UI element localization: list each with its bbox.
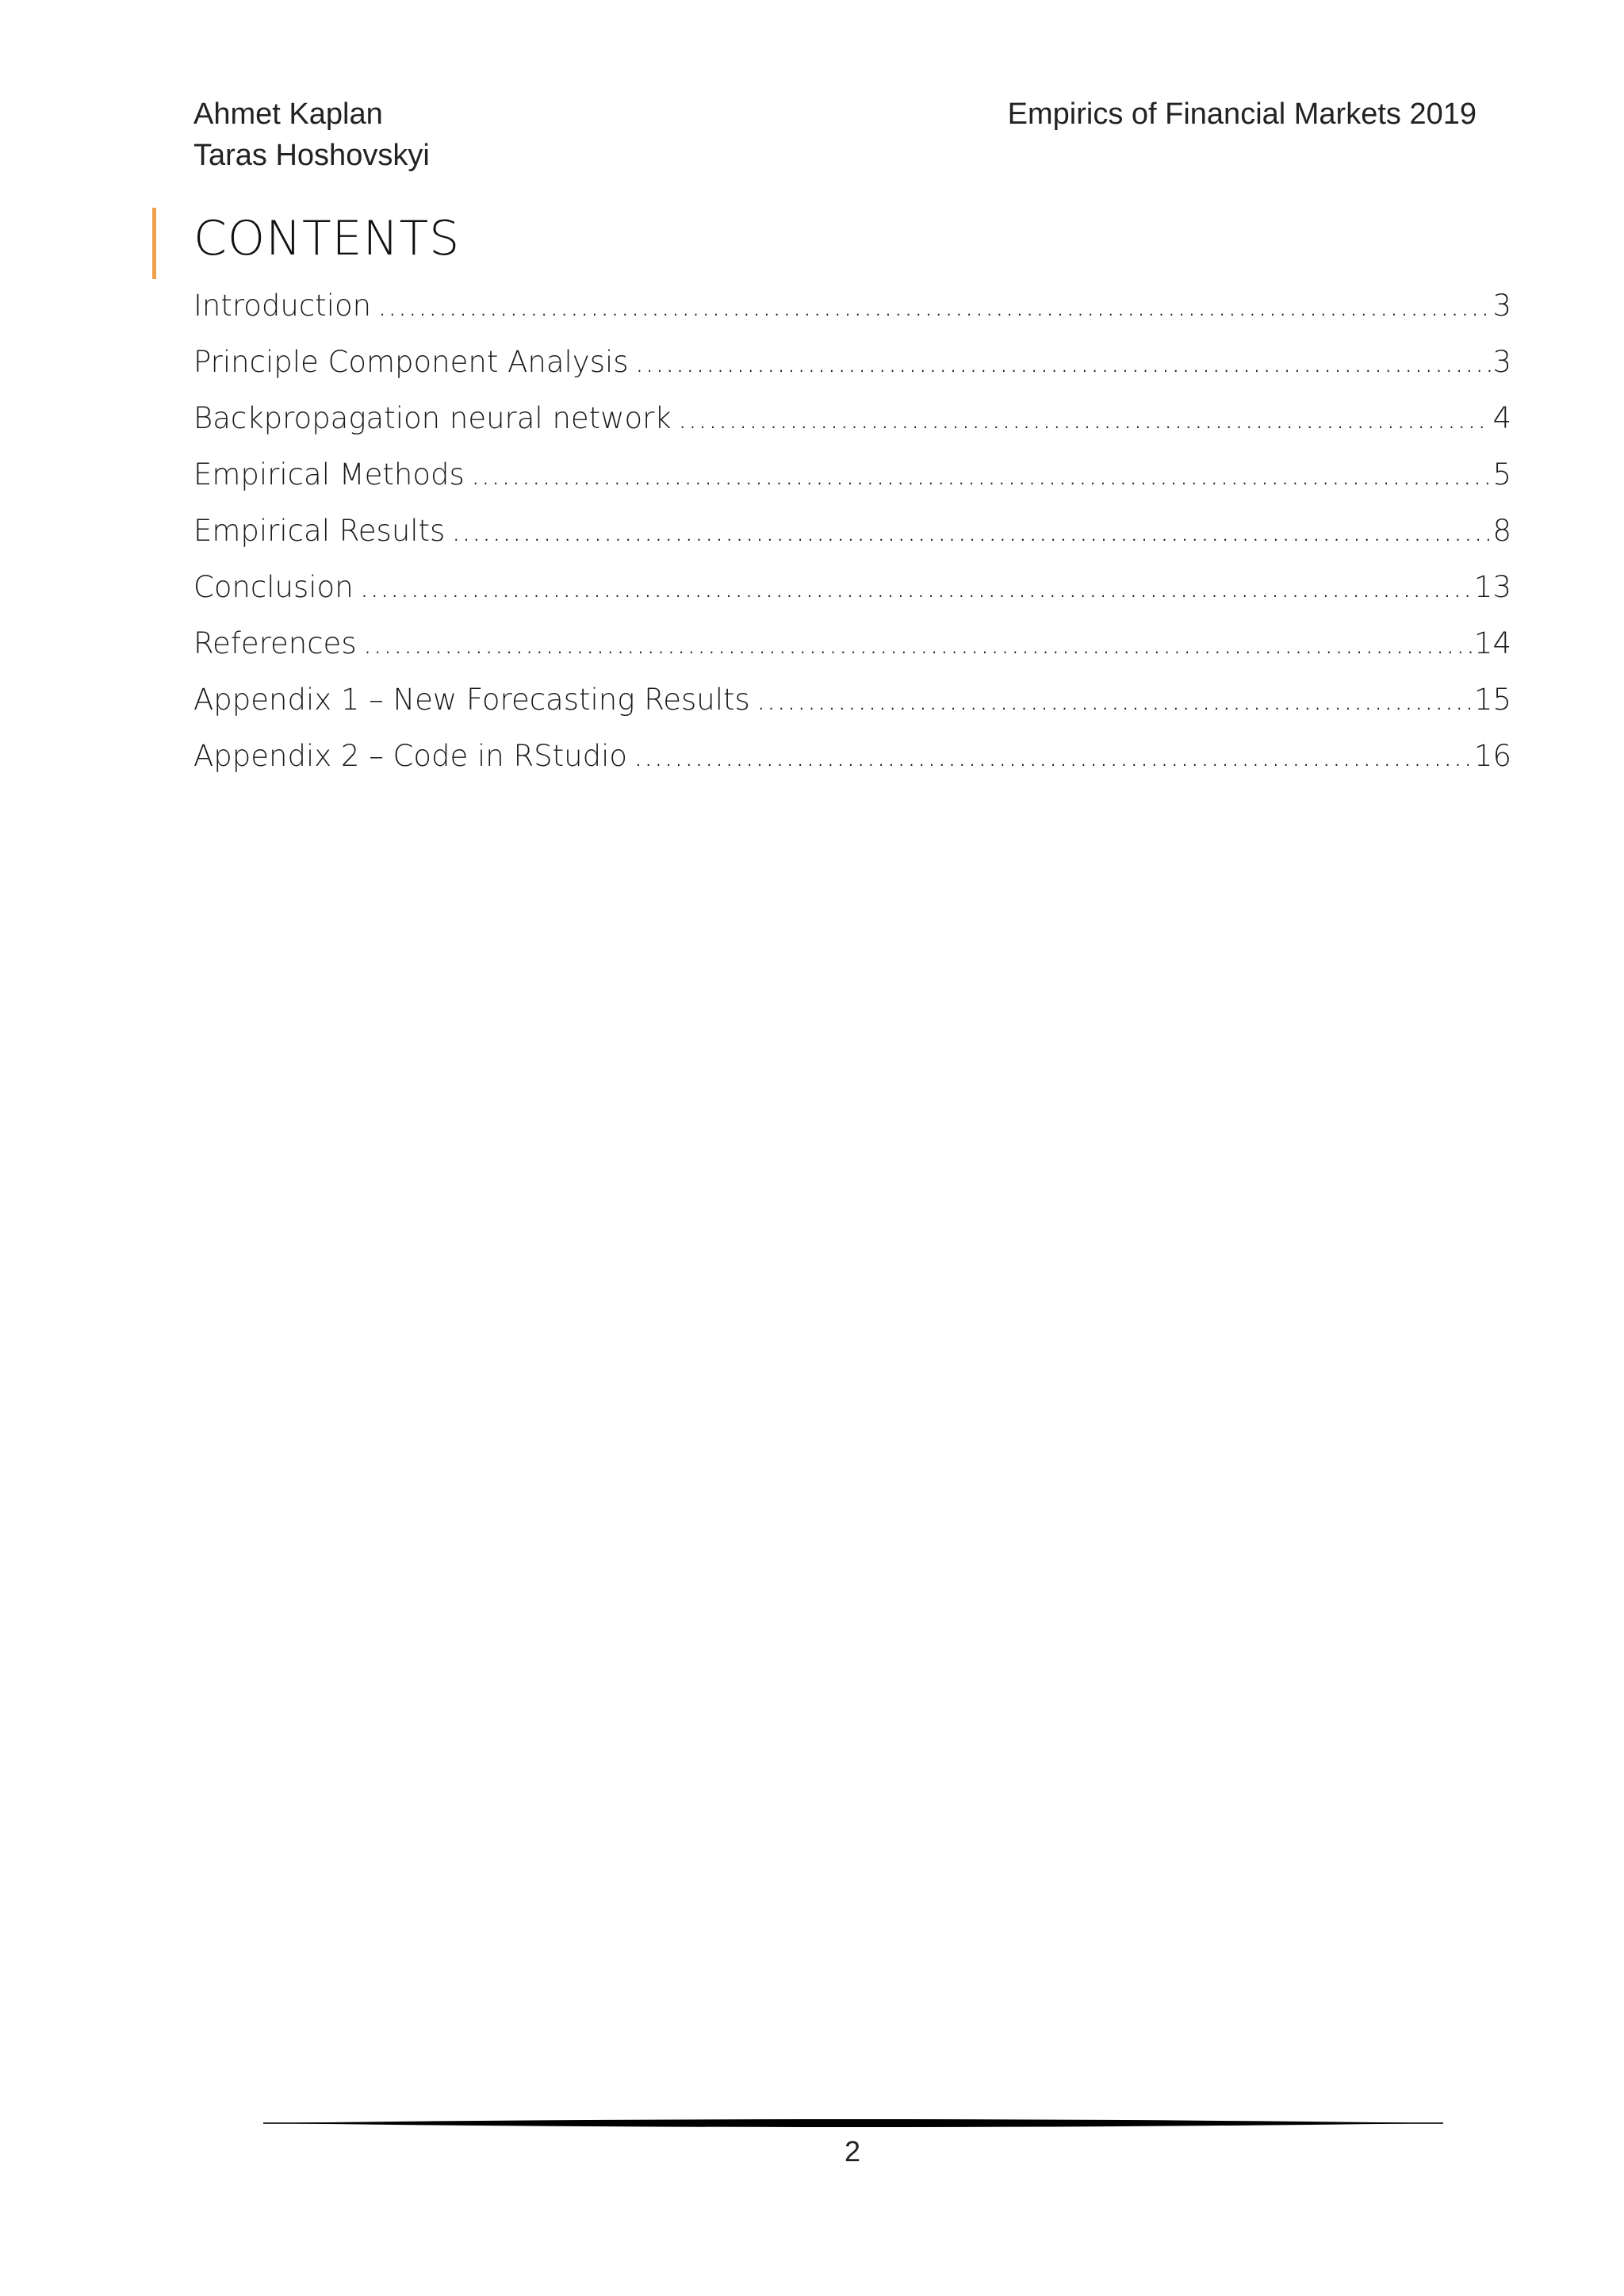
toc-entry-label: Empirical Results	[193, 514, 446, 548]
toc-entry-label: Introduction	[193, 289, 372, 323]
toc-entry-page: 3	[1492, 345, 1511, 379]
page-number: 2	[844, 2135, 861, 2168]
dot-leader	[634, 728, 1473, 784]
toc-entry-introduction[interactable]	[193, 277, 1511, 334]
toc-entry-label: Backpropagation neural network	[193, 401, 672, 435]
toc-entry-appendix-1[interactable]	[193, 672, 1511, 728]
toc-entry-label: Appendix 1 – New Forecasting Results	[193, 683, 750, 717]
toc-entry-label: Conclusion	[193, 570, 354, 604]
author-name: Ahmet Kaplan	[193, 98, 383, 131]
dot-leader	[471, 446, 1492, 503]
dot-leader	[451, 503, 1491, 559]
dot-leader	[360, 559, 1473, 615]
toc-entry-pca[interactable]	[193, 334, 1511, 390]
dot-leader	[756, 672, 1473, 728]
toc-entry-label: References	[193, 626, 357, 660]
author-names	[193, 94, 430, 176]
heading-accent-bar	[152, 208, 156, 279]
toc-entry-page: 4	[1492, 401, 1511, 435]
dot-leader	[678, 390, 1492, 446]
toc-entry-page: 8	[1492, 514, 1511, 548]
toc-entry-page: 16	[1473, 739, 1511, 773]
toc-entry-empirical-methods[interactable]	[193, 446, 1511, 503]
toc-entry-page: 5	[1492, 457, 1511, 492]
toc-entry-page: 13	[1473, 570, 1511, 604]
author-name: Taras Hoshovskyi	[193, 139, 430, 172]
dot-leader	[377, 277, 1491, 334]
dot-leader	[363, 615, 1473, 672]
toc-entry-label: Empirical Methods	[193, 457, 465, 492]
toc-heading: CONTENTS	[193, 211, 461, 266]
course-title: Empirics of Financial Markets 2019	[1007, 98, 1477, 131]
toc-entry-page: 14	[1473, 626, 1511, 660]
toc-entry-label: Appendix 2 – Code in RStudio	[193, 739, 628, 773]
toc-entry-appendix-2[interactable]	[193, 728, 1511, 784]
toc-entry-label: Principle Component Analysis	[193, 345, 629, 379]
toc-entry-page: 3	[1492, 289, 1511, 323]
toc-entry-empirical-results[interactable]	[193, 503, 1511, 559]
footer-divider	[263, 2115, 1443, 2131]
toc-entry-page: 15	[1473, 683, 1511, 717]
dot-leader	[635, 334, 1492, 390]
toc-entry-backpropagation[interactable]	[193, 390, 1511, 446]
toc-entry-conclusion[interactable]	[193, 559, 1511, 615]
table-of-contents	[193, 277, 1511, 784]
toc-entry-references[interactable]	[193, 615, 1511, 672]
